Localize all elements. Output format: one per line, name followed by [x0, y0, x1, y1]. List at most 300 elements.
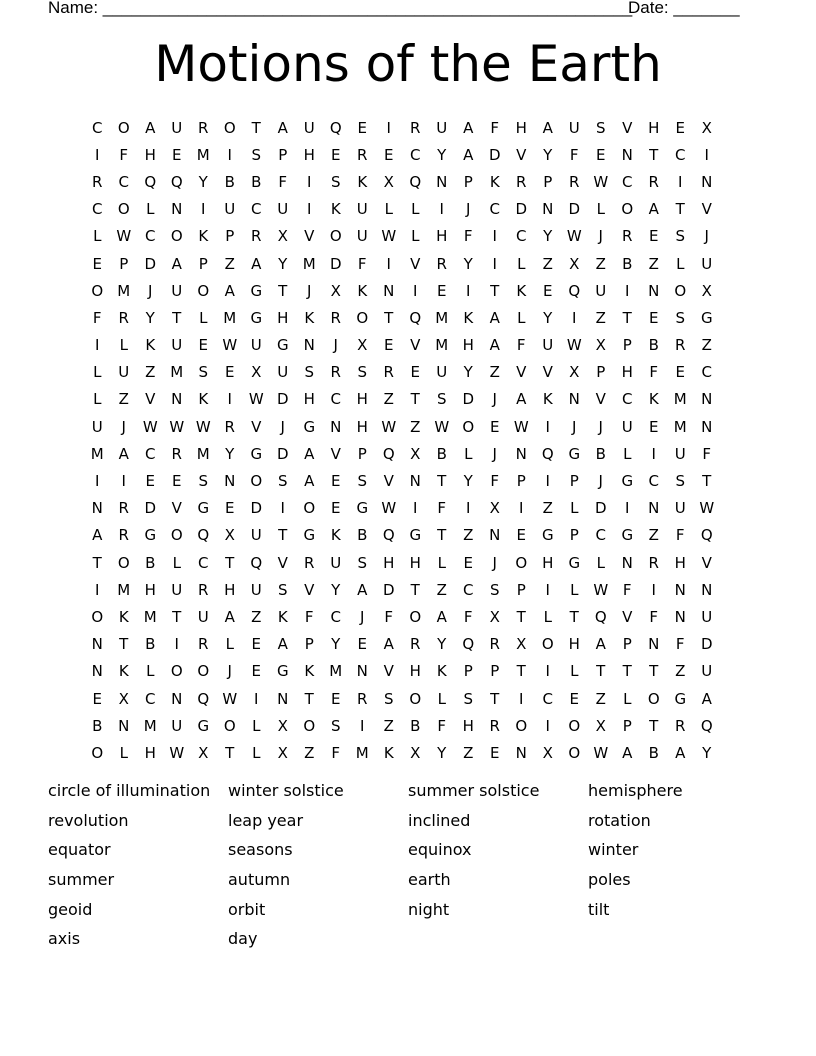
name-field-label: Name: ________________________________________________________: [48, 0, 633, 17]
grid-letter: L: [517, 308, 526, 327]
grid-letter: S: [277, 472, 288, 491]
grid-letter: T: [490, 281, 500, 300]
grid-letter: I: [280, 499, 285, 518]
grid-letter: Z: [701, 336, 712, 355]
grid-letter: R: [410, 635, 421, 654]
grid-letter: C: [145, 689, 156, 708]
grid-letter: T: [437, 472, 447, 491]
grid-letter: O: [541, 635, 554, 654]
grid-letter: A: [118, 444, 129, 463]
grid-letter: O: [250, 472, 263, 491]
grid-letter: C: [92, 200, 103, 219]
grid-letter: A: [675, 743, 686, 762]
grid-letter: E: [384, 336, 394, 355]
grid-row: [84, 413, 720, 440]
grid-letter: Q: [197, 689, 210, 708]
grid-letter: G: [303, 417, 316, 436]
grid-letter: A: [463, 145, 474, 164]
grid-letter: Z: [489, 363, 500, 382]
grid-letter: R: [675, 716, 686, 735]
grid-letter: E: [92, 254, 102, 273]
grid-letter: Z: [648, 526, 659, 545]
grid-letter: Y: [543, 145, 553, 164]
word-list-item: winter solstice: [228, 781, 344, 800]
grid-row: [84, 250, 720, 277]
grid-letter: L: [225, 635, 234, 654]
grid-letter: P: [278, 145, 288, 164]
grid-letter: Q: [541, 444, 554, 463]
grid-row: [84, 141, 720, 168]
grid-letter: Q: [700, 716, 713, 735]
grid-letter: R: [383, 363, 394, 382]
grid-letter: P: [569, 526, 579, 545]
grid-letter: G: [276, 662, 289, 681]
grid-letter: J: [704, 227, 709, 246]
grid-letter: P: [622, 635, 632, 654]
grid-letter: X: [383, 172, 394, 191]
grid-letter: J: [492, 390, 497, 409]
grid-letter: C: [622, 390, 633, 409]
grid-letter: O: [356, 308, 369, 327]
grid-letter: E: [463, 553, 473, 572]
grid-letter: T: [92, 553, 102, 572]
grid-letter: P: [463, 662, 473, 681]
grid-letter: H: [674, 553, 686, 572]
grid-letter: I: [572, 308, 577, 327]
grid-letter: W: [222, 689, 238, 708]
grid-letter: S: [198, 363, 209, 382]
grid-letter: K: [145, 336, 156, 355]
grid-letter: U: [303, 118, 315, 137]
grid-letter: F: [622, 580, 632, 599]
grid-letter: V: [383, 662, 394, 681]
grid-letter: I: [307, 172, 312, 191]
grid-letter: A: [304, 444, 315, 463]
grid-letter: J: [598, 417, 603, 436]
grid-letter: W: [381, 227, 397, 246]
grid-letter: A: [516, 390, 527, 409]
grid-letter: E: [92, 689, 102, 708]
grid-letter: I: [704, 145, 709, 164]
grid-letter: G: [621, 472, 634, 491]
grid-letter: I: [545, 580, 550, 599]
word-list-item: summer: [48, 870, 115, 890]
grid-letter: K: [463, 308, 474, 327]
grid-letter: T: [172, 308, 182, 327]
grid-letter: L: [411, 227, 420, 246]
grid-letter: Z: [224, 254, 235, 273]
date-field-label: Date: _______: [628, 0, 740, 17]
grid-letter: N: [171, 390, 183, 409]
grid-letter: G: [197, 716, 210, 735]
grid-letter: T: [516, 662, 526, 681]
grid-letter: E: [675, 118, 685, 137]
grid-letter: P: [622, 336, 632, 355]
grid-letter: L: [252, 716, 261, 735]
grid-letter: L: [437, 689, 446, 708]
grid-letter: J: [492, 553, 497, 572]
grid-letter: C: [516, 227, 527, 246]
grid-letter: M: [117, 281, 131, 300]
grid-letter: D: [515, 200, 528, 219]
grid-letter: Y: [225, 444, 235, 463]
grid-letter: X: [224, 526, 235, 545]
grid-letter: E: [331, 145, 341, 164]
grid-letter: R: [118, 308, 129, 327]
grid-letter: H: [277, 308, 289, 327]
grid-letter: F: [490, 118, 500, 137]
grid-letter: N: [701, 390, 713, 409]
grid-letter: Y: [463, 254, 473, 273]
grid-letter: V: [251, 417, 262, 436]
grid-letter: X: [277, 716, 288, 735]
grid-letter: V: [516, 145, 527, 164]
grid-letter: G: [621, 526, 634, 545]
grid-letter: S: [595, 118, 606, 137]
grid-letter: A: [489, 308, 500, 327]
grid-letter: O: [515, 553, 528, 572]
grid-letter: U: [171, 118, 183, 137]
grid-letter: O: [197, 281, 210, 300]
grid-letter: P: [543, 172, 553, 191]
grid-letter: T: [702, 472, 712, 491]
grid-letter: L: [252, 743, 261, 762]
grid-letter: K: [118, 662, 129, 681]
grid-letter: P: [622, 716, 632, 735]
grid-letter: X: [410, 444, 421, 463]
grid-letter: Q: [594, 607, 607, 626]
grid-letter: M: [355, 743, 369, 762]
grid-letter: J: [598, 227, 603, 246]
grid-letter: T: [172, 607, 182, 626]
grid-letter: H: [144, 145, 156, 164]
grid-letter: X: [701, 281, 712, 300]
grid-letter: K: [383, 743, 394, 762]
grid-letter: A: [145, 118, 156, 137]
grid-letter: W: [566, 227, 582, 246]
grid-letter: V: [145, 390, 156, 409]
grid-letter: N: [224, 472, 236, 491]
grid-letter: E: [490, 417, 500, 436]
grid-letter: J: [360, 607, 365, 626]
grid-letter: Z: [542, 499, 553, 518]
grid-letter: K: [330, 200, 341, 219]
grid-letter: X: [489, 607, 500, 626]
grid-letter: T: [225, 553, 235, 572]
grid-letter: M: [117, 580, 131, 599]
grid-letter: Z: [145, 363, 156, 382]
grid-letter: N: [648, 635, 660, 654]
grid-letter: W: [593, 580, 609, 599]
grid-letter: K: [357, 172, 368, 191]
grid-letter: G: [276, 336, 289, 355]
grid-letter: C: [595, 526, 606, 545]
grid-letter: U: [356, 200, 368, 219]
grid-row: [84, 712, 720, 739]
grid-letter: A: [277, 118, 288, 137]
grid-row: [84, 386, 720, 413]
grid-letter: O: [91, 607, 104, 626]
grid-row: [84, 685, 720, 712]
grid-letter: X: [277, 743, 288, 762]
grid-letter: I: [227, 145, 232, 164]
grid-letter: A: [224, 607, 235, 626]
grid-letter: N: [542, 200, 554, 219]
grid-letter: F: [92, 308, 102, 327]
grid-letter: P: [596, 363, 606, 382]
grid-letter: D: [594, 499, 607, 518]
grid-letter: S: [330, 716, 341, 735]
grid-letter: E: [675, 363, 685, 382]
grid-letter: S: [463, 689, 474, 708]
grid-row: [84, 467, 720, 494]
grid-letter: H: [462, 716, 474, 735]
word-list-item: winter: [588, 840, 639, 860]
grid-letter: C: [675, 145, 686, 164]
grid-letter: N: [118, 716, 130, 735]
grid-letter: R: [357, 689, 368, 708]
grid-letter: W: [434, 417, 450, 436]
grid-letter: E: [543, 281, 553, 300]
grid-letter: J: [148, 281, 153, 300]
grid-letter: N: [409, 472, 421, 491]
word-list-item: poles: [588, 870, 631, 890]
grid-letter: M: [673, 417, 687, 436]
grid-letter: F: [384, 607, 394, 626]
grid-letter: S: [304, 363, 315, 382]
grid-letter: I: [466, 499, 471, 518]
grid-letter: C: [145, 444, 156, 463]
grid-letter: H: [462, 336, 474, 355]
grid-letter: R: [171, 444, 182, 463]
grid-letter: P: [304, 635, 314, 654]
grid-letter: H: [542, 553, 554, 572]
grid-letter: N: [701, 172, 713, 191]
grid-letter: S: [436, 390, 447, 409]
grid-letter: D: [276, 444, 289, 463]
grid-letter: S: [675, 308, 686, 327]
grid-letter: F: [437, 499, 447, 518]
grid-row: [84, 332, 720, 359]
grid-letter: Z: [542, 254, 553, 273]
grid-letter: T: [410, 580, 420, 599]
grid-letter: K: [436, 662, 447, 681]
grid-letter: A: [648, 200, 659, 219]
grid-letter: A: [489, 336, 500, 355]
grid-letter: E: [172, 145, 182, 164]
grid-letter: K: [198, 227, 209, 246]
grid-letter: B: [622, 254, 633, 273]
grid-letter: I: [413, 499, 418, 518]
grid-row: [84, 658, 720, 685]
grid-letter: Q: [250, 553, 263, 572]
grid-letter: I: [95, 580, 100, 599]
grid-letter: Q: [144, 172, 157, 191]
grid-letter: P: [463, 172, 473, 191]
grid-letter: Q: [409, 172, 422, 191]
grid-letter: L: [623, 444, 632, 463]
grid-letter: I: [307, 200, 312, 219]
grid-letter: B: [648, 336, 659, 355]
grid-letter: H: [409, 662, 421, 681]
grid-letter: E: [251, 662, 261, 681]
grid-letter: U: [197, 607, 209, 626]
grid-letter: Q: [197, 526, 210, 545]
grid-letter: L: [517, 254, 526, 273]
grid-letter: U: [250, 336, 262, 355]
grid-letter: N: [674, 607, 686, 626]
grid-letter: O: [170, 526, 183, 545]
grid-letter: J: [121, 417, 126, 436]
grid-letter: I: [386, 118, 391, 137]
grid-letter: N: [489, 526, 501, 545]
grid-letter: I: [519, 499, 524, 518]
grid-letter: X: [330, 281, 341, 300]
grid-letter: G: [250, 444, 263, 463]
grid-letter: N: [436, 172, 448, 191]
grid-letter: B: [595, 444, 606, 463]
grid-letter: R: [622, 227, 633, 246]
grid-letter: W: [381, 499, 397, 518]
grid-letter: M: [435, 336, 449, 355]
grid-letter: V: [383, 472, 394, 491]
grid-letter: N: [648, 281, 660, 300]
grid-letter: R: [516, 172, 527, 191]
grid-letter: D: [462, 390, 475, 409]
grid-letter: O: [409, 607, 422, 626]
grid-letter: I: [492, 254, 497, 273]
grid-letter: M: [143, 607, 157, 626]
grid-letter: T: [649, 716, 659, 735]
grid-letter: N: [621, 553, 633, 572]
grid-letter: H: [144, 580, 156, 599]
grid-letter: K: [304, 308, 315, 327]
grid-letter: S: [357, 363, 368, 382]
grid-letter: S: [675, 472, 686, 491]
grid-letter: O: [462, 417, 475, 436]
grid-letter: A: [224, 281, 235, 300]
grid-letter: K: [648, 390, 659, 409]
grid-letter: H: [303, 390, 315, 409]
grid-letter: B: [436, 444, 447, 463]
grid-letter: H: [568, 635, 580, 654]
grid-letter: W: [593, 172, 609, 191]
grid-letter: Z: [463, 743, 474, 762]
grid-letter: L: [93, 390, 102, 409]
grid-row: [84, 304, 720, 331]
word-list-item: night: [408, 899, 450, 919]
grid-letter: L: [437, 553, 446, 572]
grid-letter: L: [623, 689, 632, 708]
grid-letter: T: [437, 526, 447, 545]
grid-letter: R: [489, 716, 500, 735]
grid-letter: T: [516, 607, 526, 626]
grid-letter: I: [439, 200, 444, 219]
grid-row: [84, 277, 720, 304]
grid-letter: K: [542, 390, 553, 409]
grid-letter: N: [91, 635, 103, 654]
grid-letter: I: [625, 281, 630, 300]
grid-row: [84, 576, 720, 603]
grid-letter: D: [329, 254, 342, 273]
grid-letter: L: [543, 607, 552, 626]
grid-letter: F: [278, 172, 288, 191]
grid-letter: J: [492, 444, 497, 463]
grid-letter: Z: [383, 716, 394, 735]
grid-letter: R: [357, 145, 368, 164]
grid-letter: F: [437, 716, 447, 735]
grid-letter: G: [250, 308, 263, 327]
grid-letter: X: [701, 118, 712, 137]
grid-letter: X: [489, 499, 500, 518]
grid-letter: T: [251, 118, 261, 137]
grid-letter: W: [593, 743, 609, 762]
grid-row: [84, 196, 720, 223]
grid-letter: L: [119, 743, 128, 762]
grid-letter: P: [119, 254, 129, 273]
grid-letter: I: [95, 472, 100, 491]
grid-letter: V: [277, 553, 288, 572]
grid-letter: U: [356, 227, 368, 246]
grid-letter: O: [91, 281, 104, 300]
grid-letter: U: [171, 336, 183, 355]
grid-letter: N: [91, 499, 103, 518]
grid-letter: K: [357, 281, 368, 300]
grid-letter: L: [570, 499, 579, 518]
grid-row: [84, 359, 720, 386]
grid-letter: M: [302, 254, 316, 273]
grid-letter: C: [92, 118, 103, 137]
grid-letter: E: [437, 281, 447, 300]
grid-letter: A: [622, 743, 633, 762]
grid-letter: X: [516, 635, 527, 654]
grid-row: [84, 168, 720, 195]
grid-letter: L: [146, 200, 155, 219]
grid-letter: T: [649, 662, 659, 681]
grid-letter: T: [384, 308, 394, 327]
grid-letter: H: [356, 390, 368, 409]
grid-letter: G: [197, 499, 210, 518]
grid-letter: Q: [382, 444, 395, 463]
grid-letter: Z: [595, 254, 606, 273]
grid-letter: O: [223, 118, 236, 137]
grid-letter: N: [330, 417, 342, 436]
grid-letter: F: [516, 336, 526, 355]
grid-letter: W: [222, 336, 238, 355]
grid-letter: T: [304, 689, 314, 708]
grid-row: [84, 739, 720, 766]
grid-letter: M: [329, 662, 343, 681]
grid-letter: W: [381, 417, 397, 436]
grid-letter: O: [568, 716, 581, 735]
grid-letter: U: [330, 553, 342, 572]
grid-letter: C: [330, 390, 341, 409]
grid-letter: R: [92, 172, 103, 191]
grid-letter: E: [596, 145, 606, 164]
grid-letter: V: [304, 227, 315, 246]
grid-letter: U: [701, 607, 713, 626]
grid-letter: U: [701, 254, 713, 273]
grid-letter: E: [225, 499, 235, 518]
grid-letter: U: [250, 526, 262, 545]
grid-letter: T: [596, 662, 606, 681]
grid-letter: X: [251, 363, 262, 382]
grid-letter: D: [276, 390, 289, 409]
grid-letter: G: [356, 499, 369, 518]
grid-letter: Y: [145, 308, 155, 327]
grid-letter: C: [118, 172, 129, 191]
grid-letter: S: [675, 227, 686, 246]
